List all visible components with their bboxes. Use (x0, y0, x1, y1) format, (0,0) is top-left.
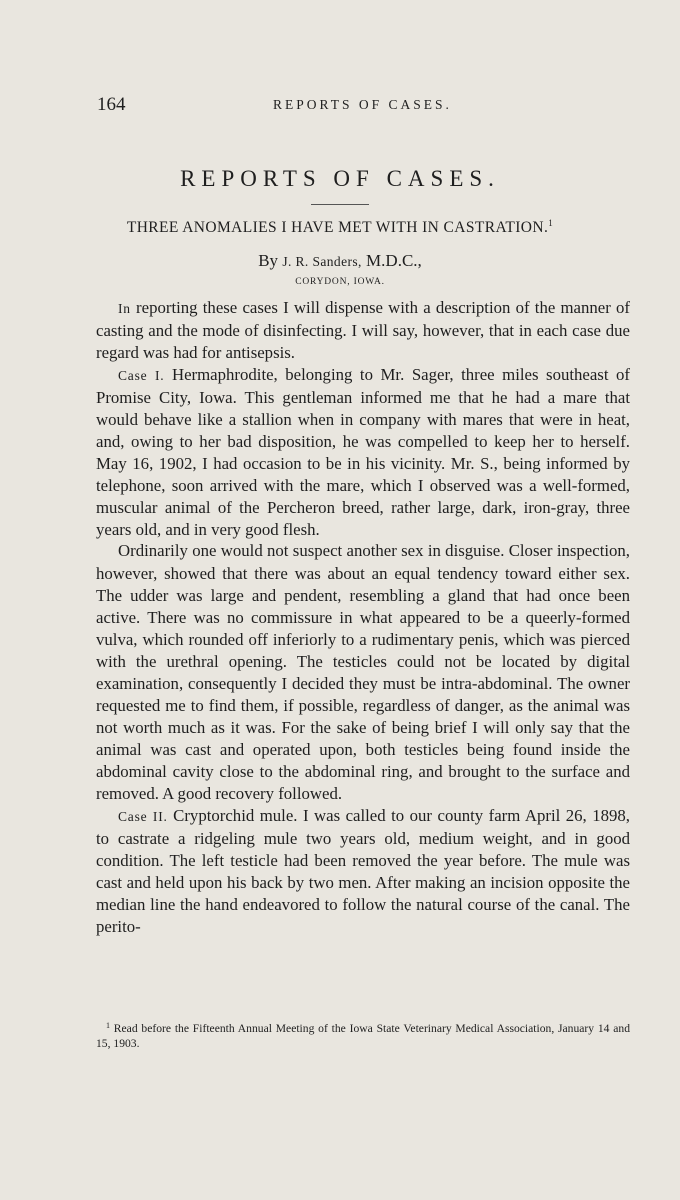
footnote-mark: 1 (106, 1021, 110, 1030)
footnote (96, 1018, 630, 1051)
byline (0, 251, 680, 271)
subtitle-text: THREE ANOMALIES I HAVE MET WITH IN CASTRATION. (126, 219, 549, 236)
paragraph (96, 540, 630, 804)
paragraph-text: Ordinarily one would not suspect another sex in disguise. Closer inspection, however, showed that there was about an equal tendency toward either sex. The udder was large and pendent, resembling a gland that had once been active. There was no commissure in what appeared to be a queerly-formed vulva, which rounded off inferiorly to a rudimentary penis, which was pierced with the urethral opening. The testicles could not be located by digital examination, consequently I decided they must be intra-abdominal. The owner requested me to find them, if possible, regardless of danger, as the animal was not worth much as it was. For the sake of being brief I will only say that the animal was cast and operated upon, both testicles being found inside the abdominal cavity close to the abdominal ring, and brought to the surface and removed. A good recovery followed. (96, 541, 630, 803)
article-body (96, 297, 630, 938)
footnote-text: Read before the Fifteenth Annual Meeting of the Iowa State Veterinary Medical Association, January 14 and 15, 1903. (96, 1022, 630, 1050)
author-name: J. R. Sanders, (282, 254, 362, 269)
paragraph-lead-in: Case I. (118, 367, 165, 383)
byline-prefix: By (258, 251, 279, 270)
title-divider (311, 204, 369, 205)
paragraph (96, 805, 630, 938)
article-section-title: REPORTS OF CASES. (180, 166, 500, 191)
paragraph-text: Cryptorchid mule. I was called to our county farm April 26, 1898, to castrate a ridgeling mule two years old, medium weight, and in good condition. The left testicle had been removed the year before. The mule was cast and held upon his back by two men. After making an incision opposite the median line the hand endeavored to follow the natural course of the canal. The perito- (96, 805, 630, 936)
paragraph-text: Hermaphrodite, belonging to Mr. Sager, three miles southeast of Promise City, Iowa. This gentleman informed me that he had a mare that would behave like a stallion when in company with mares that were in heat, and, owing to her bad disposition, he was compelled to keep her to herself. May 16, 1902, I had occasion to be in his vicinity. Mr. S., being informed by telephone, soon arrived with the mare, which I observed was a well-formed, muscular animal of the Percheron breed, rather large, dark, iron-gray, three years old, and in very good flesh. (96, 364, 631, 539)
paragraph-lead-in: In (118, 301, 131, 316)
author-degree: M.D.C., (366, 251, 422, 270)
paragraph-text: reporting these cases I will dispense with a description of the manner of casting and the mode of disinfecting. I will say, however, that in each case due regard was had for antisepsis. (96, 298, 630, 362)
paragraph (96, 297, 630, 364)
paragraph (96, 364, 630, 541)
footnote-reference: 1 (548, 218, 554, 228)
author-location: CORYDON, IOWA. (295, 277, 385, 287)
paragraph-lead-in: Case II. (118, 808, 168, 824)
running-title: REPORTS OF CASES. (273, 97, 452, 112)
article-subtitle (0, 218, 680, 237)
page-number: 164 (97, 94, 126, 115)
running-head (97, 94, 631, 116)
